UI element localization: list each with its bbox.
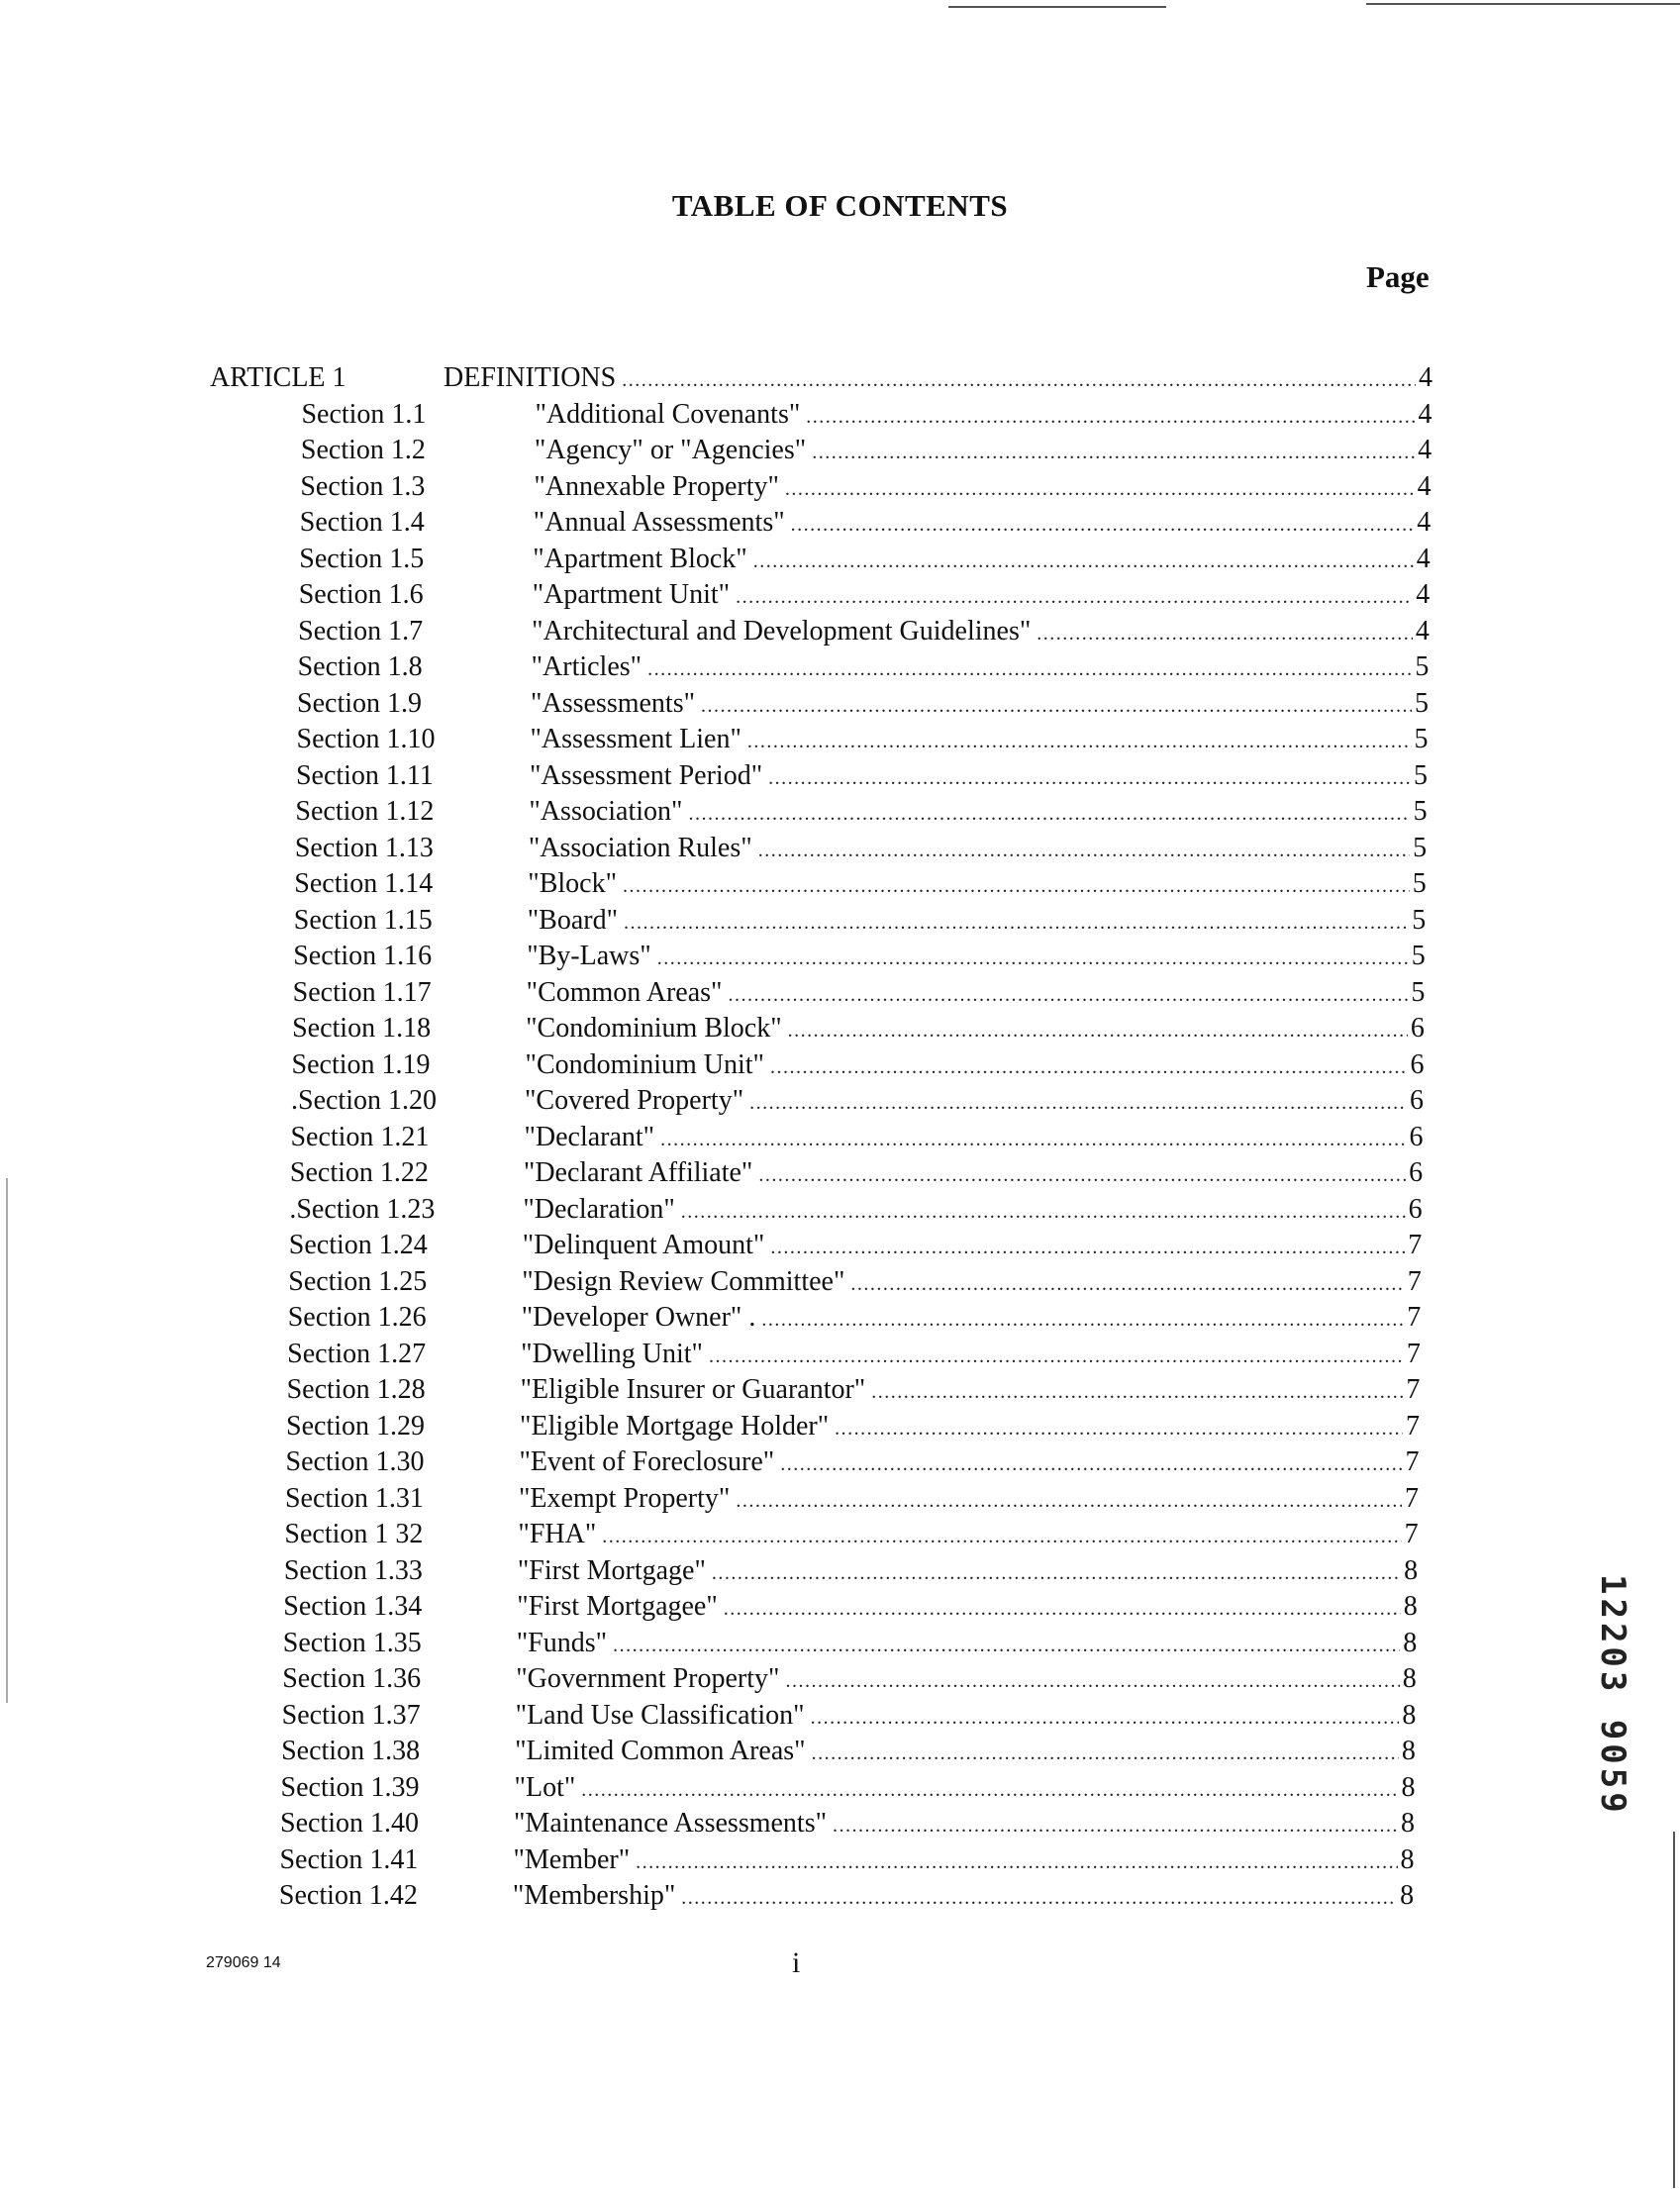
toc-entry-title: "Exempt Property" <box>518 1482 731 1514</box>
toc-section-number: Section 1.10 <box>296 724 436 754</box>
toc-section-number: Section 1.6 <box>298 579 424 610</box>
dot-leader <box>622 362 1416 398</box>
toc-page-number: 7 <box>1406 1374 1421 1405</box>
toc-section-row <box>290 1155 1423 1191</box>
toc-page-number: 8 <box>1402 1663 1417 1694</box>
toc-entry-title: "Land Use Classification" <box>515 1699 805 1731</box>
toc-page-number: 5 <box>1412 904 1427 936</box>
toc-section-row <box>300 469 1431 505</box>
toc-entry-title: "Dwelling Unit" <box>521 1338 703 1369</box>
toc-section-row <box>286 1444 1420 1480</box>
page-column-header: Page <box>1366 259 1430 294</box>
toc-page-number: 5 <box>1411 941 1426 971</box>
dot-leader <box>791 507 1415 543</box>
dot-leader <box>770 1049 1407 1085</box>
toc-page-number: 6 <box>1410 1048 1425 1080</box>
toc-section-row <box>298 614 1430 649</box>
toc-section-number: Section 1.33 <box>283 1554 423 1586</box>
toc-section-row <box>281 1734 1416 1769</box>
dot-leader <box>657 941 1409 976</box>
toc-page-number: 5 <box>1414 759 1429 791</box>
toc-section-number: Section 1.2 <box>300 435 426 465</box>
toc-page-number: 5 <box>1414 724 1429 754</box>
dot-leader <box>647 651 1412 687</box>
scan-line-right <box>1673 1832 1675 2188</box>
toc-page-number: 4 <box>1416 543 1431 574</box>
toc-entry-title: "Design Review Committee" <box>522 1265 845 1297</box>
toc-section-number: Section 1.26 <box>287 1302 427 1333</box>
dot-leader <box>681 1880 1397 1916</box>
dot-leader <box>688 796 1410 832</box>
toc-entry-title: "Limited Common Areas" <box>515 1736 806 1766</box>
toc-entry-title: "Developer Owner" . <box>521 1302 756 1333</box>
toc-entry-title: "Board" <box>527 904 619 936</box>
toc-section-row <box>282 1661 1417 1697</box>
toc-page-number: 8 <box>1400 1880 1415 1911</box>
dot-leader <box>811 1700 1400 1736</box>
toc-page-number: 8 <box>1403 1627 1418 1658</box>
toc-page-number: 4 <box>1419 362 1433 393</box>
toc-section-row <box>301 397 1432 433</box>
toc-section-row <box>280 1806 1415 1841</box>
dot-leader <box>770 1230 1405 1265</box>
toc-page-number: 8 <box>1402 1699 1417 1731</box>
toc-section-number: Section 1.25 <box>288 1265 428 1297</box>
toc-entry-title: "Declaration" <box>523 1193 675 1225</box>
toc-page-number: 7 <box>1405 1410 1420 1442</box>
dot-leader <box>758 833 1410 868</box>
toc-section-row <box>287 1372 1421 1408</box>
toc-section-number: Section 1.35 <box>282 1627 422 1658</box>
toc-section-number: Section 1.19 <box>291 1048 431 1080</box>
toc-section-number: Section 1.27 <box>287 1338 427 1369</box>
toc-page-number: 7 <box>1408 1230 1423 1260</box>
scan-line-top <box>948 6 1166 8</box>
toc-entry-title: "Declarant Affiliate" <box>523 1157 753 1188</box>
dot-leader <box>747 724 1412 759</box>
dot-leader <box>833 1808 1398 1843</box>
toc-entry-title: "Declarant" <box>524 1121 655 1152</box>
toc-entry-title: "Membership" <box>512 1880 676 1911</box>
toc-entry-title: "First Mortgagee" <box>517 1591 718 1622</box>
dot-leader <box>623 868 1410 904</box>
toc-entry-title: "Covered Property" <box>525 1085 744 1116</box>
toc-section-number: Section 1.14 <box>294 868 434 899</box>
dot-leader <box>850 1266 1404 1302</box>
toc-section-number: Section 1.9 <box>297 687 423 719</box>
toc-entry-title: "First Mortgage" <box>517 1554 706 1586</box>
toc-entry-title: "Articles" <box>531 651 642 682</box>
toc-section-number: Section 1.22 <box>289 1157 429 1188</box>
toc-page-number: 7 <box>1405 1446 1420 1477</box>
scan-line-top-right <box>1366 3 1680 5</box>
toc-page-number: 7 <box>1407 1265 1422 1297</box>
scan-line-left <box>6 1178 8 1703</box>
toc-section-number: Section 1.8 <box>297 651 423 682</box>
recording-stamp: 12203 9059 <box>1593 1574 1632 1817</box>
toc-entry-title: "Funds" <box>516 1627 608 1658</box>
toc-section-row <box>298 649 1430 685</box>
toc-section-number: Section 1.30 <box>285 1446 425 1477</box>
toc-section-number: Section 1.13 <box>294 832 434 863</box>
toc-page-number: 4 <box>1417 470 1432 502</box>
toc-entry-title: "Government Property" <box>516 1663 780 1694</box>
toc-entry-title: "Condominium Unit" <box>525 1048 764 1080</box>
toc-section-number: Section 1.29 <box>286 1410 426 1442</box>
toc-entry-title: "Assessments" <box>531 687 696 719</box>
toc-section-row <box>290 1120 1423 1155</box>
dot-leader <box>613 1628 1400 1663</box>
toc-article-row <box>210 360 1433 396</box>
toc-section-row <box>297 722 1429 757</box>
toc-page-number: 6 <box>1410 1085 1424 1116</box>
toc-section-row <box>297 686 1429 722</box>
dot-leader <box>724 1591 1401 1627</box>
toc-section-row <box>300 505 1431 541</box>
dot-leader <box>736 1483 1402 1519</box>
toc-page-number: 4 <box>1418 435 1433 465</box>
toc-page-number: 6 <box>1409 1157 1424 1188</box>
toc-section-number: Section 1.42 <box>278 1880 418 1911</box>
toc-section-number: Section 1.12 <box>295 796 435 827</box>
dot-leader <box>736 579 1413 615</box>
dot-leader <box>785 1663 1399 1699</box>
toc-section-row <box>281 1770 1416 1806</box>
toc-section-number: Section 1.39 <box>280 1771 420 1803</box>
toc-page-number: 7 <box>1404 1519 1419 1549</box>
toc-section-row <box>291 1083 1424 1119</box>
toc-section-row <box>295 794 1427 830</box>
toc-section-row <box>289 1192 1422 1228</box>
toc-entry-title: "Annual Assessments" <box>533 507 785 538</box>
toc-section-number: Section 1.41 <box>279 1843 419 1875</box>
dot-leader <box>624 905 1409 941</box>
dot-leader <box>780 1446 1402 1482</box>
dot-leader <box>1037 616 1413 651</box>
toc-page-number: 8 <box>1404 1554 1419 1586</box>
toc-section-number: Section 1.28 <box>286 1374 426 1405</box>
toc-section-number: Section 1.5 <box>299 543 425 574</box>
toc-section-row <box>283 1626 1418 1661</box>
toc-page-number: 8 <box>1401 1771 1416 1803</box>
toc-section-number: Section 1.21 <box>290 1121 430 1152</box>
toc-section-number: Section 1.37 <box>281 1699 421 1731</box>
toc-section-row <box>288 1300 1422 1336</box>
dot-leader <box>871 1374 1403 1410</box>
toc-page-number: 5 <box>1411 976 1426 1008</box>
dot-leader <box>712 1555 1401 1591</box>
toc-page-number: 5 <box>1415 651 1430 682</box>
toc-section-row <box>284 1553 1418 1589</box>
toc-entry-title: "Association" <box>529 796 683 827</box>
toc-page-number: 5 <box>1414 687 1429 719</box>
toc-entry-title: "Condominium Block" <box>526 1013 782 1044</box>
toc-entry-title: "Delinquent Amount" <box>522 1230 765 1260</box>
toc-entry-title: "Block" <box>528 868 618 899</box>
toc-section-number: Section 1.24 <box>288 1230 428 1260</box>
toc-section-row <box>282 1698 1417 1734</box>
dot-leader <box>806 399 1415 435</box>
toc-section-number: Section 1.34 <box>283 1591 423 1622</box>
toc-page-number: 8 <box>1400 1843 1415 1875</box>
footer-page-number: i <box>792 1946 801 1979</box>
toc-section-row <box>292 1011 1425 1046</box>
dot-leader <box>835 1411 1403 1446</box>
toc-section-number: Section 1.7 <box>298 615 424 647</box>
toc-entry-title: "Event of Foreclosure" <box>519 1446 775 1477</box>
toc-section-number: Section 1.3 <box>300 470 426 502</box>
toc-page-number: 5 <box>1413 796 1428 827</box>
toc-entry-title: "Member" <box>513 1843 631 1875</box>
toc-page-number: 7 <box>1405 1482 1420 1514</box>
dot-leader <box>788 1013 1408 1048</box>
toc-section-number: Section 1.36 <box>282 1663 422 1694</box>
toc-entry-title: "Common Areas" <box>526 976 723 1008</box>
toc-section-row <box>284 1517 1418 1552</box>
toc-section-number: Section 1 32 <box>284 1519 424 1549</box>
toc-entry-title: "Apartment Block" <box>533 543 747 574</box>
toc-entry-title: "Maintenance Assessments" <box>514 1808 828 1839</box>
toc-page-number: 4 <box>1416 579 1431 610</box>
toc-page-number: 6 <box>1408 1193 1423 1225</box>
toc-page-number: 4 <box>1417 507 1432 538</box>
dot-leader <box>758 1157 1406 1193</box>
dot-leader <box>709 1339 1404 1374</box>
toc-entry-title: "Apartment Unit" <box>532 579 731 610</box>
toc-section-row <box>293 975 1426 1011</box>
toc-section-number: Section 1.15 <box>293 904 433 936</box>
toc-section-row <box>296 758 1428 794</box>
dot-leader <box>749 1085 1407 1121</box>
dot-leader <box>753 544 1414 579</box>
toc-page-number: 7 <box>1406 1338 1421 1369</box>
toc-section-row <box>301 433 1432 468</box>
toc-entry-title: "Architectural and Development Guidelines" <box>532 615 1032 647</box>
toc-section-number: Section 1.11 <box>295 759 434 791</box>
toc-page-number: 6 <box>1409 1121 1424 1152</box>
toc-section-row <box>286 1409 1420 1444</box>
toc-section-number: Section 1.18 <box>292 1013 432 1044</box>
toc-page-number: 4 <box>1418 398 1433 430</box>
toc-page-number: 6 <box>1410 1013 1425 1044</box>
dot-leader <box>701 688 1412 724</box>
toc-page-number: 4 <box>1415 615 1430 647</box>
toc-section-number: Section 1.38 <box>281 1736 421 1766</box>
toc-section-number: Section 1.4 <box>299 507 425 538</box>
dot-leader <box>812 1736 1399 1771</box>
toc-page-number: 5 <box>1413 832 1428 863</box>
toc-entry-title: "Eligible Mortgage Holder" <box>520 1410 830 1442</box>
toc-entry-title: "By-Laws" <box>527 941 651 971</box>
dot-leader <box>602 1519 1401 1554</box>
toc-entry-title: "Assessment Period" <box>529 759 763 791</box>
toc-section-number: Section 1.16 <box>293 941 433 971</box>
toc-article-number: ARTICLE 1 <box>210 362 346 393</box>
toc-section-row <box>299 542 1431 577</box>
toc-section-row <box>285 1481 1419 1517</box>
dot-leader <box>785 471 1415 507</box>
toc-section-number: Section 1.31 <box>284 1482 424 1514</box>
toc-section-row <box>294 903 1427 939</box>
footer-document-code: 279069 14 <box>206 1954 281 1971</box>
toc-entry-title: "Lot" <box>514 1771 576 1803</box>
dot-leader <box>681 1194 1406 1230</box>
toc-section-row <box>289 1228 1422 1263</box>
page-title: TABLE OF CONTENTS <box>671 188 1009 223</box>
toc-section-row <box>295 831 1427 866</box>
toc-page-number: 8 <box>1401 1736 1416 1766</box>
dot-leader <box>761 1302 1404 1338</box>
toc-section-row <box>279 1842 1414 1878</box>
dot-leader <box>660 1122 1406 1157</box>
toc-entry-title: "Association Rules" <box>528 832 752 863</box>
toc-entry-title: "Additional Covenants" <box>535 398 801 430</box>
toc-section-row <box>283 1589 1417 1625</box>
toc-section-number: Section 1.17 <box>292 976 432 1008</box>
toc-section-number: .Section 1.23 <box>289 1193 436 1225</box>
dot-leader <box>768 760 1411 796</box>
toc-section-number: .Section 1.20 <box>291 1085 437 1116</box>
toc-entry-title: "Agency" or "Agencies" <box>534 435 807 465</box>
toc-section-number: Section 1.1 <box>301 398 427 430</box>
dot-leader <box>581 1772 1398 1808</box>
toc-section-row <box>292 1047 1425 1083</box>
toc-section-row <box>294 866 1426 902</box>
toc-page-number: 8 <box>1401 1808 1415 1839</box>
dot-leader <box>729 977 1409 1013</box>
toc-section-row <box>287 1337 1421 1372</box>
toc-page-number: 8 <box>1403 1591 1418 1622</box>
toc-entry-title: DEFINITIONS <box>444 362 617 393</box>
toc-page-number: 7 <box>1407 1302 1422 1333</box>
toc-entry-title: "FHA" <box>518 1519 597 1549</box>
toc-section-number: Section 1.40 <box>280 1808 419 1839</box>
toc-entry-title: "Annexable Property" <box>534 470 779 502</box>
dot-leader <box>812 435 1415 470</box>
toc-section-row <box>279 1878 1414 1914</box>
toc-section-row <box>293 939 1426 974</box>
dot-leader <box>636 1844 1397 1880</box>
toc-entry-title: "Eligible Insurer or Guarantor" <box>520 1374 866 1405</box>
toc-entry-title: "Assessment Lien" <box>530 724 741 754</box>
toc-section-row <box>288 1264 1422 1300</box>
toc-section-row <box>299 577 1431 613</box>
toc-page-number: 5 <box>1412 868 1427 899</box>
